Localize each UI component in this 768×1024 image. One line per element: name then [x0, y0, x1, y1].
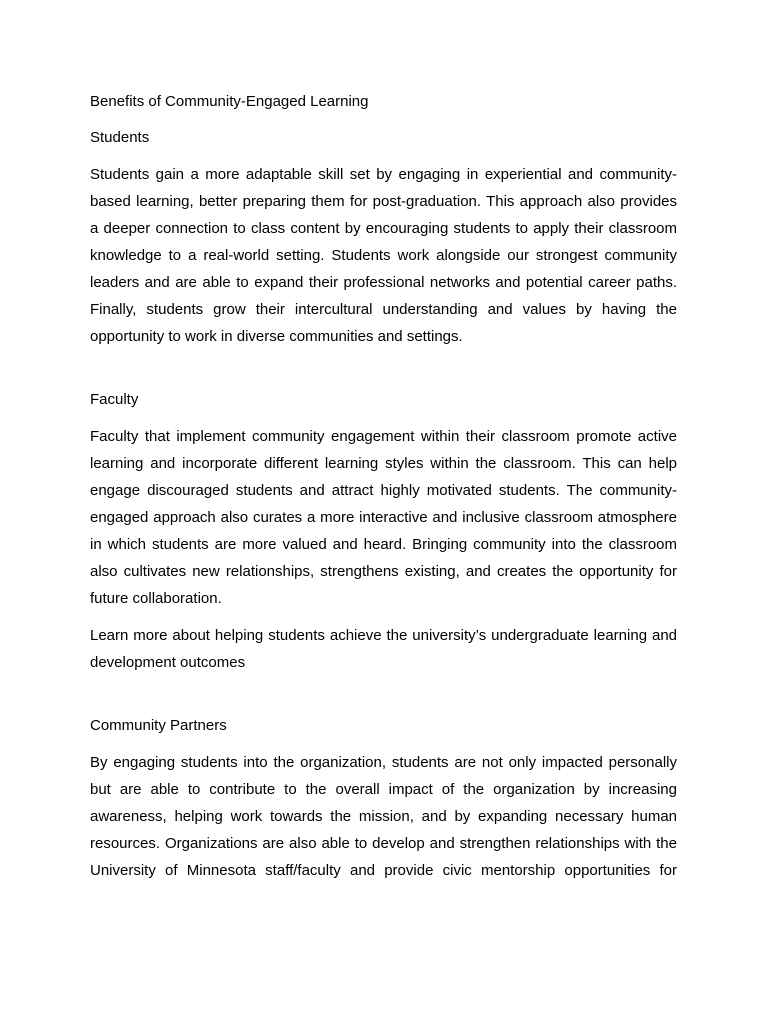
spacer — [90, 413, 677, 423]
spacer — [90, 350, 677, 387]
spacer — [90, 151, 677, 161]
spacer — [90, 115, 677, 125]
spacer — [90, 612, 677, 622]
section-heading-students: Students — [90, 129, 150, 146]
learn-more-paragraph: Learn more about helping students achieve the university’s undergraduate learning and development outcomes — [90, 627, 677, 671]
spacer — [90, 676, 677, 713]
document-page — [90, 89, 677, 884]
section-heading-faculty: Faculty — [90, 391, 139, 408]
faculty-paragraph: Faculty that implement community engagement within their classroom promote active learning and incorporate different learning styles within the classroom. This can help engage discouraged students and attract highly motivated students. The community-engaged approach also curates a more interactive and inclusive classroom atmosphere in which students are more valued and heard. Bringing community into the classroom also cultivates new relationships, strengthens existing, and creates the opportunity for future collaboration. — [90, 428, 677, 607]
spacer — [90, 739, 677, 749]
community-partners-paragraph: By engaging students into the organization, students are not only impacted personally but are able to contribute to the overall impact of the organization by increasing awareness, helping work towards the mission, and by expanding necessary human resources. Organizations are also able to develop and strengthen relationships with the University of Minnesota staff/faculty and provide civic mentorship opportunities for — [90, 754, 677, 879]
document-title: Benefits of Community-Engaged Learning — [90, 93, 369, 110]
students-paragraph: Students gain a more adaptable skill set by engaging in experiential and community-based learning, better preparing them for post-graduation. This approach also provides a deeper connection to class content by encouraging students to apply their classroom knowledge to a real-world setting. Students work alongside our strongest community leaders and are able to expand their professional networks and potential career paths. Finally, students grow their intercultural understanding and values by having the opportunity to work in diverse communities and settings. — [90, 166, 677, 345]
section-heading-community-partners: Community Partners — [90, 717, 227, 734]
